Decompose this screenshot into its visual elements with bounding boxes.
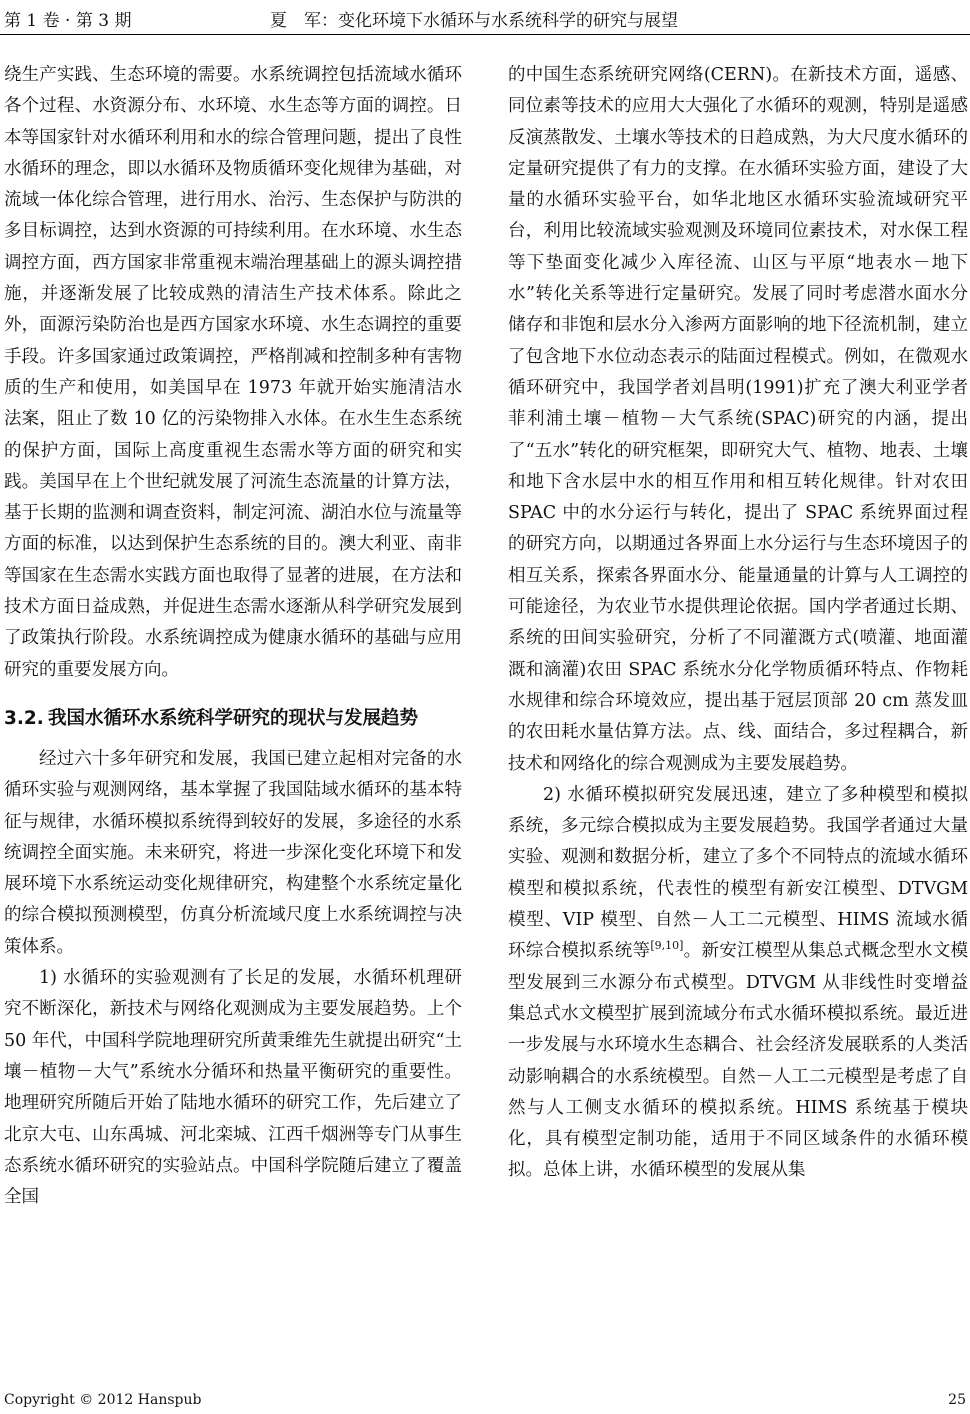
body-paragraph bbox=[508, 780, 968, 1187]
copyright: Copyright © 2012 Hanspub bbox=[4, 1392, 202, 1408]
body-paragraph: 的中国生态系统研究网络(CERN)。在新技术方面，遥感、同位素等技术的应用大大强化了水循环的观测，特别是遥感反演蒸散发、土壤水等技术的日趋成熟，为大尺度水循环的定量研究提供了有力的支撑。在水循环实验方面，建设了大量的水循环实验平台，如华北地区水循环实验流域研究平台，利用比较流域实验观测及环境同位素技术，对水保工程等下垫面变化减少入库径流、山区与平原“地表水－地下水”转化关系等进行定量研究。发展了同时考虑潜水面水分储存和非饱和层水分入渗两方面影响的地下径流机制，建立了包含地下水位动态表示的陆面过程模式。例如，在微观水循环研究中，我国学者刘昌明(1991)扩充了澳大利亚学者菲利浦土壤－植物－大气系统(SPAC)研究的内涵，提出了“五水”转化的研究框架，即研究大气、植物、地表、土壤和地下含水层中水的相互作用和相互转化规律。针对农田 SPAC 中的水分运行与转化，提出了 SPAC 系统界面过程的研究方向，以期通过各界面上水分运行与生态环境因子的相互关系，探索各界面水分、能量通量的计算与人工调控的可能途径，为农业节水提供理论依据。国内学者通过长期、系统的田间实验研究，分析了不同灌溉方式(喷灌、地面灌溉和滴灌)农田 SPAC 系统水分化学物质循环特点、作物耗水规律和综合环境效应，提出基于冠层顶部 20 cm 蒸发皿的农田耗水量估算方法。点、线、面结合，多过程耦合，新技术和网络化的综合观测成为主要发展趋势。 bbox=[508, 65, 968, 774]
page-number: 25 bbox=[948, 1392, 966, 1408]
section-number: 3.2. bbox=[4, 707, 44, 729]
journal-volume-issue: 第 1 卷 · 第 3 期 bbox=[4, 11, 132, 31]
section-title: 我国水循环水系统科学研究的现状与发展趋势 bbox=[48, 707, 419, 729]
running-title: 夏 军：变化环境下水循环与水系统科学的研究与展望 bbox=[270, 11, 678, 31]
header-rule bbox=[0, 34, 970, 35]
body-paragraph: 绕生产实践、生态环境的需要。水系统调控包括流域水循环各个过程、水资源分布、水环境、水生态等方面的调控。日本等国家针对水循环利用和水的综合管理问题，提出了良性水循环的理念，即以水循环及物质循环变化规律为基础，对流域一体化综合管理，进行用水、治污、生态保护与防洪的多目标调控，达到水资源的可持续利用。在水环境、水生态调控方面，西方国家非常重视末端治理基础上的源头调控措施，并逐渐发展了比较成熟的清洁生产技术体系。除此之外，面源污染防治也是西方国家水环境、水生态调控的重要手段。许多国家通过政策调控，严格削减和控制多种有害物质的生产和使用，如美国早在 1973 年就开始实施清洁水法案，阻止了数 10 亿的污染物排入水体。在水生生态系统的保护方面，国际上高度重视生态需水等方面的研究和实践。美国早在上个世纪就发展了河流生态流量的计算方法，基于长期的监测和调查资料，制定河流、湖泊水位与流量等方面的标准，以达到保护生态系统的目的。澳大利亚、南非等国家在生态需水实践方面也取得了显著的进展，在方法和技术方面日益成熟，并促进生态需水逐渐从科学研究发展到了政策执行阶段。水系统调控成为健康水循环的基础与应用研究的重要发展方向。 bbox=[4, 65, 462, 680]
section-heading bbox=[4, 704, 462, 734]
paragraph-text: 2) 水循环模拟研究发展迅速，建立了多种模型和模拟系统，多元综合模拟成为主要发展趋势。我国学者通过大量实验、观测和数据分析，建立了多个不同特点的流域水循环模型和模拟系统，代表性的模型有新安江模型、DTVGM 模型、VIP 模型、自然－人工二元模型、HIMS 流域水循环综合模拟系统等 bbox=[508, 784, 968, 962]
left-column bbox=[4, 60, 462, 1213]
body-paragraph: 1) 水循环的实验观测有了长足的发展，水循环机理研究不断深化，新技术与网络化观测成为主要发展趋势。上个 50 年代，中国科学院地理研究所黄秉维先生就提出研究“土壤－植物－大气”系统水分循环和热量平衡研究的重要性。地理研究所随后开始了陆地水循环的研究工作，先后建立了北京大屯、山东禹城、河北栾城、江西千烟洲等专门从事生态系统水循环研究的实验站点。中国科学院随后建立了覆盖全国 bbox=[4, 968, 462, 1208]
body-paragraph: 经过六十多年研究和发展，我国已建立起相对完备的水循环实验与观测网络，基本掌握了我国陆域水循环的基本特征与规律，水循环模拟系统得到较好的发展，多途径的水系统调控全面实施。未来研究，将进一步深化变化环境下和发展环境下水系统运动变化规律研究，构建整个水系统定量化的综合模拟预测模型，仿真分析流域尺度上水系统调控与决策体系。 bbox=[4, 748, 462, 957]
paragraph-text: 。新安江模型从集总式概念型水文模型发展到三水源分布式模型。DTVGM 从非线性时变增益集总式水文模型扩展到流域分布式水循环模拟系统。最近进一步发展与水环境水生态耦合、社会经济发展联系的人类活动影响耦合的水系统模型。自然－人工二元模型是考虑了自然与人工侧支水循环的模拟系统。HIMS 系统基于模块化，具有模型定制功能，适用于不同区域条件的水循环模拟。总体上讲，水循环模型的发展从集 bbox=[508, 941, 969, 1181]
right-column bbox=[508, 60, 968, 1187]
citation-reference: [9,10] bbox=[650, 939, 684, 953]
page-header bbox=[0, 0, 970, 36]
